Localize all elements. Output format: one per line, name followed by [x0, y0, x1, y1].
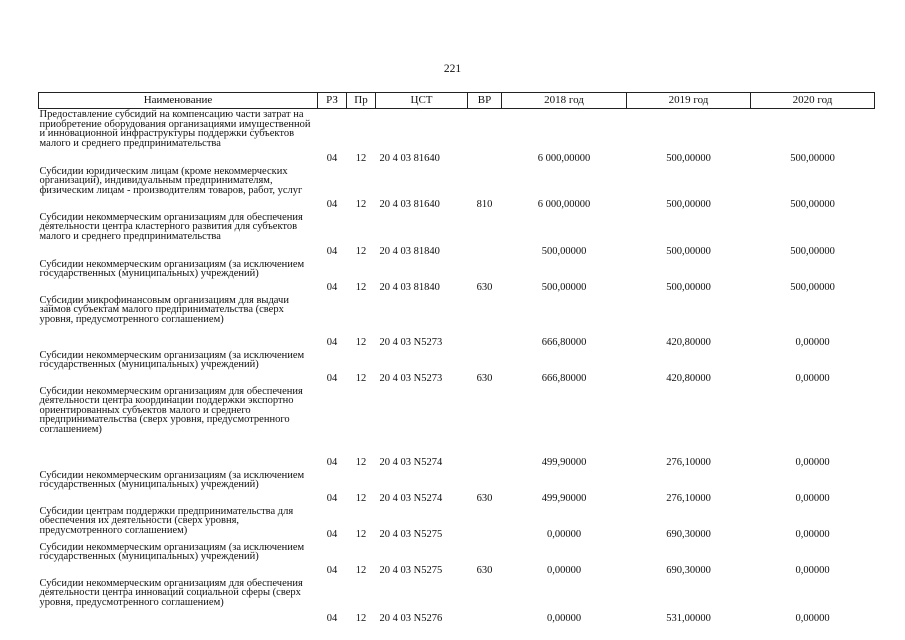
row-2020: 0,00000 [795, 456, 830, 468]
table-row [39, 386, 875, 470]
row-2018: 0,00000 [546, 564, 582, 576]
row-2018: 6 000,00000 [537, 152, 591, 164]
row-2019: 420,80000 [666, 372, 711, 384]
row-vr [468, 109, 502, 166]
table-row [39, 506, 875, 542]
table-row [39, 350, 875, 386]
header-pr: Пр [347, 93, 376, 109]
row-pr: 12 [355, 198, 367, 210]
row-2018: 6 000,00000 [537, 198, 591, 210]
row-rz: 04 [326, 564, 338, 576]
row-2020: 500,00000 [790, 152, 835, 164]
row-2020: 0,00000 [795, 528, 830, 540]
row-pr: 12 [355, 281, 367, 293]
row-name: Субсидии некоммерческим организациям для обеспечения деятельности центра кластерного развития для субъектов малого и среднего предпринимательства [39, 211, 303, 242]
row-2019: 500,00000 [666, 281, 711, 293]
row-rz: 04 [326, 372, 338, 384]
row-name: Субсидии микрофинансовым организациям для выдачи займов субъектам малого предпринимательства (сверх уровня, предусмотренного соглашением) [39, 294, 289, 325]
row-2019: 420,80000 [666, 336, 711, 348]
row-rz: 04 [326, 281, 338, 293]
row-vr [468, 506, 502, 542]
row-vr [468, 295, 502, 350]
row-vr: 630 [476, 372, 493, 384]
row-pr: 12 [355, 492, 367, 504]
row-2020: 0,00000 [795, 612, 830, 624]
row-2018: 0,00000 [546, 612, 582, 624]
row-2020: 500,00000 [790, 198, 835, 210]
row-2019: 500,00000 [666, 198, 711, 210]
row-cst: 20 4 03 N5275 [379, 564, 443, 576]
row-cst: 20 4 03 N5273 [379, 372, 443, 384]
row-cst: 20 4 03 81640 [379, 152, 440, 164]
table-header-row [39, 93, 875, 109]
row-name: Субсидии некоммерческим организациям (за исключением государственных (муниципальных) учреждений) [39, 349, 305, 371]
row-2019: 500,00000 [666, 245, 711, 257]
row-pr: 12 [355, 372, 367, 384]
row-name: Субсидии некоммерческим организациям (за исключением государственных (муниципальных) учреждений) [39, 541, 305, 563]
row-2019: 276,10000 [666, 456, 711, 468]
row-name: Предоставление субсидий на компенсацию части затрат на приобретение оборудования организациями имущественной и инновационной инфраструктуры поддержки субъектов малого и среднего предпринимательства [39, 109, 311, 149]
row-name: Субсидии юридическим лицам (кроме некоммерческих организаций), индивидуальным предпринимателям, физическим лицам - производителям товаров, работ, услуг [39, 165, 303, 196]
row-name: Субсидии центрам поддержки предпринимательства для обеспечения их деятельности (сверх уровня, предусмотренного соглашением) [39, 505, 294, 536]
row-2019: 276,10000 [666, 492, 711, 504]
row-rz: 04 [326, 456, 338, 468]
row-2018: 500,00000 [541, 245, 587, 257]
row-vr [468, 386, 502, 470]
row-rz: 04 [326, 198, 338, 210]
table-row [39, 166, 875, 212]
table-row [39, 212, 875, 259]
row-pr: 12 [355, 152, 367, 164]
row-pr: 12 [355, 564, 367, 576]
header-rz: РЗ [318, 93, 347, 109]
header-2019: 2019 год [627, 93, 751, 109]
row-2019: 690,30000 [666, 528, 711, 540]
row-2018: 499,90000 [541, 492, 587, 504]
header-cst: ЦСТ [376, 93, 468, 109]
row-2019: 500,00000 [666, 152, 711, 164]
row-vr: 810 [476, 198, 493, 210]
row-vr: 630 [476, 281, 493, 293]
row-2018: 500,00000 [541, 281, 587, 293]
row-cst: 20 4 03 81840 [379, 281, 440, 293]
row-2020: 0,00000 [795, 336, 830, 348]
budget-table [38, 92, 875, 626]
row-name: Субсидии некоммерческим организациям для обеспечения деятельности центра инноваций социальной сферы (сверх уровня, предусмотренного соглашением) [39, 577, 303, 608]
row-cst: 20 4 03 N5273 [379, 336, 443, 348]
row-pr: 12 [355, 456, 367, 468]
row-2018: 666,80000 [541, 372, 587, 384]
row-vr [468, 578, 502, 626]
table-row [39, 259, 875, 295]
row-pr: 12 [355, 612, 367, 624]
row-2020: 500,00000 [790, 245, 835, 257]
row-2020: 0,00000 [795, 492, 830, 504]
row-rz: 04 [326, 492, 338, 504]
row-2019: 531,00000 [666, 612, 711, 624]
row-2020: 0,00000 [795, 372, 830, 384]
table-row [39, 542, 875, 578]
row-cst: 20 4 03 N5275 [379, 528, 443, 540]
row-name: Субсидии некоммерческим организациям (за исключением государственных (муниципальных) учреждений) [39, 258, 305, 280]
page-number: 221 [443, 63, 462, 75]
table-row [39, 109, 875, 166]
row-rz: 04 [326, 152, 338, 164]
header-2020: 2020 год [751, 93, 875, 109]
row-vr [468, 212, 502, 259]
row-cst: 20 4 03 N5274 [379, 492, 443, 504]
header-name: Наименование [39, 93, 318, 109]
row-2020: 0,00000 [795, 564, 830, 576]
table-row [39, 295, 875, 350]
row-2018: 666,80000 [541, 336, 587, 348]
row-2018: 0,00000 [546, 528, 582, 540]
row-cst: 20 4 03 81840 [379, 245, 440, 257]
table-row [39, 578, 875, 626]
header-vr: ВР [468, 93, 502, 109]
row-cst: 20 4 03 81640 [379, 198, 440, 210]
table-body [39, 109, 875, 626]
row-pr: 12 [355, 336, 367, 348]
row-name: Субсидии некоммерческим организациям (за исключением государственных (муниципальных) учреждений) [39, 469, 305, 491]
row-vr: 630 [476, 564, 493, 576]
row-2018: 499,90000 [541, 456, 587, 468]
row-vr: 630 [476, 492, 493, 504]
row-rz: 04 [326, 245, 338, 257]
row-cst: 20 4 03 N5276 [379, 612, 443, 624]
row-2020: 500,00000 [790, 281, 835, 293]
row-cst: 20 4 03 N5274 [379, 456, 443, 468]
row-rz: 04 [326, 612, 338, 624]
row-rz: 04 [326, 528, 338, 540]
row-2019: 690,30000 [666, 564, 711, 576]
row-name: Субсидии некоммерческим организациям для обеспечения деятельности центра координации поддержки экспортно ориентированных субъектов малого и среднего предпринимательства (сверх уровня, предусмотренного соглашением) [39, 385, 303, 435]
header-2018: 2018 год [502, 93, 627, 109]
row-pr: 12 [355, 245, 367, 257]
row-rz: 04 [326, 336, 338, 348]
row-pr: 12 [355, 528, 367, 540]
table-row [39, 470, 875, 506]
